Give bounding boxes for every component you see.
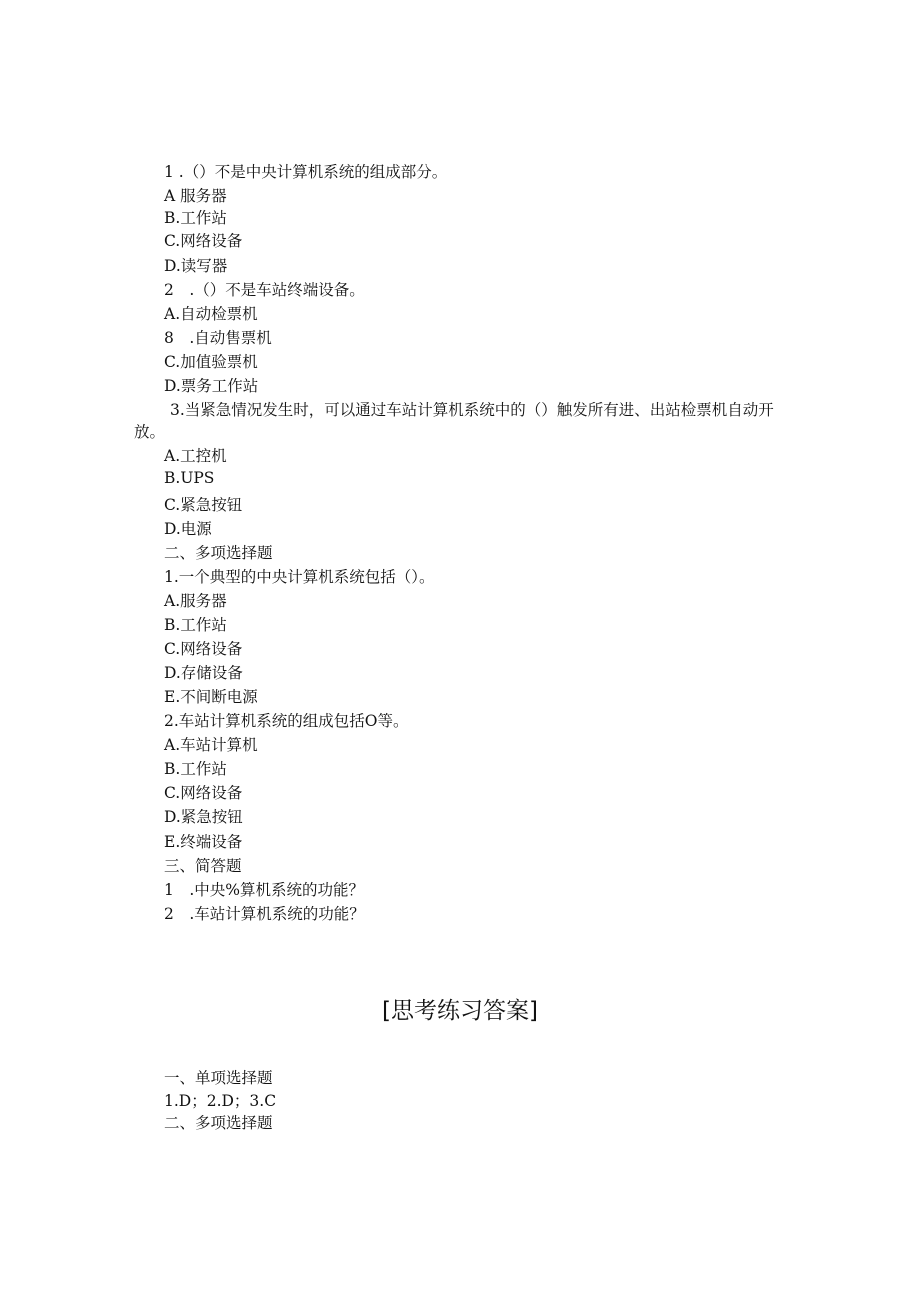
- multi-question-1-option-d: D.存储设备: [164, 664, 243, 682]
- question-2-stem: 2 .（）不是车站终端设备。: [164, 281, 365, 299]
- multi-question-1-stem: 1.一个典型的中央计算机系统包括（）。: [164, 568, 435, 586]
- multi-question-1-option-b: B.工作站: [164, 616, 227, 634]
- multi-question-2-option-d: D.紧急按钮: [164, 808, 243, 826]
- question-1-stem: 1 .（）不是中央计算机系统的组成部分。: [164, 163, 448, 181]
- answers-single-choice-title: 一、单项选择题: [164, 1069, 273, 1087]
- answers-single-choice-values: 1.D；2.D；3.C: [164, 1092, 277, 1110]
- question-1-option-b: B.工作站: [164, 209, 227, 227]
- multi-question-2-option-b: B.工作站: [164, 760, 227, 778]
- question-1-option-c: C.网络设备: [164, 232, 243, 250]
- multi-choice-section-title: 二、多项选择题: [164, 544, 273, 562]
- question-3-stem: 3.当紧急情况发生时，可以通过车站计算机系统中的（）触发所有进、出站检票机自动开放。: [134, 401, 774, 441]
- short-question-1: 1 .中央%算机系统的功能？: [164, 881, 365, 899]
- multi-question-2-option-c: C.网络设备: [164, 784, 243, 802]
- multi-question-1-option-a: A.服务器: [164, 592, 227, 610]
- short-question-2: 2 .车站计算机系统的功能？: [164, 905, 365, 923]
- question-3-option-a: A.工控机: [164, 447, 227, 465]
- question-3-option-d: D.电源: [164, 520, 212, 538]
- multi-question-2-stem: 2.车站计算机系统的组成包括O等。: [164, 712, 409, 730]
- answers-multi-choice-title: 二、多项选择题: [164, 1114, 273, 1132]
- multi-question-2-option-a: A.车站计算机: [164, 736, 258, 754]
- question-2-option-c: C.加值验票机: [164, 353, 258, 371]
- question-3-option-b: B.UPS: [164, 469, 215, 487]
- question-2-option-b: 8 .自动售票机: [164, 329, 272, 347]
- multi-question-2-option-e: E.终端设备: [164, 833, 243, 851]
- question-1-option-a: A 服务器: [164, 187, 227, 205]
- short-answer-section-title: 三、简答题: [164, 857, 242, 875]
- multi-question-1-option-e: E.不间断电源: [164, 688, 258, 706]
- question-2-option-d: D.票务工作站: [164, 377, 259, 395]
- question-2-option-a: A.自动检票机: [164, 305, 258, 323]
- multi-question-1-option-c: C.网络设备: [164, 640, 243, 658]
- question-3-option-c: C.紧急按钮: [164, 496, 243, 514]
- answers-heading: [思考练习答案]: [382, 998, 538, 1024]
- question-1-option-d: D.读写器: [164, 257, 228, 275]
